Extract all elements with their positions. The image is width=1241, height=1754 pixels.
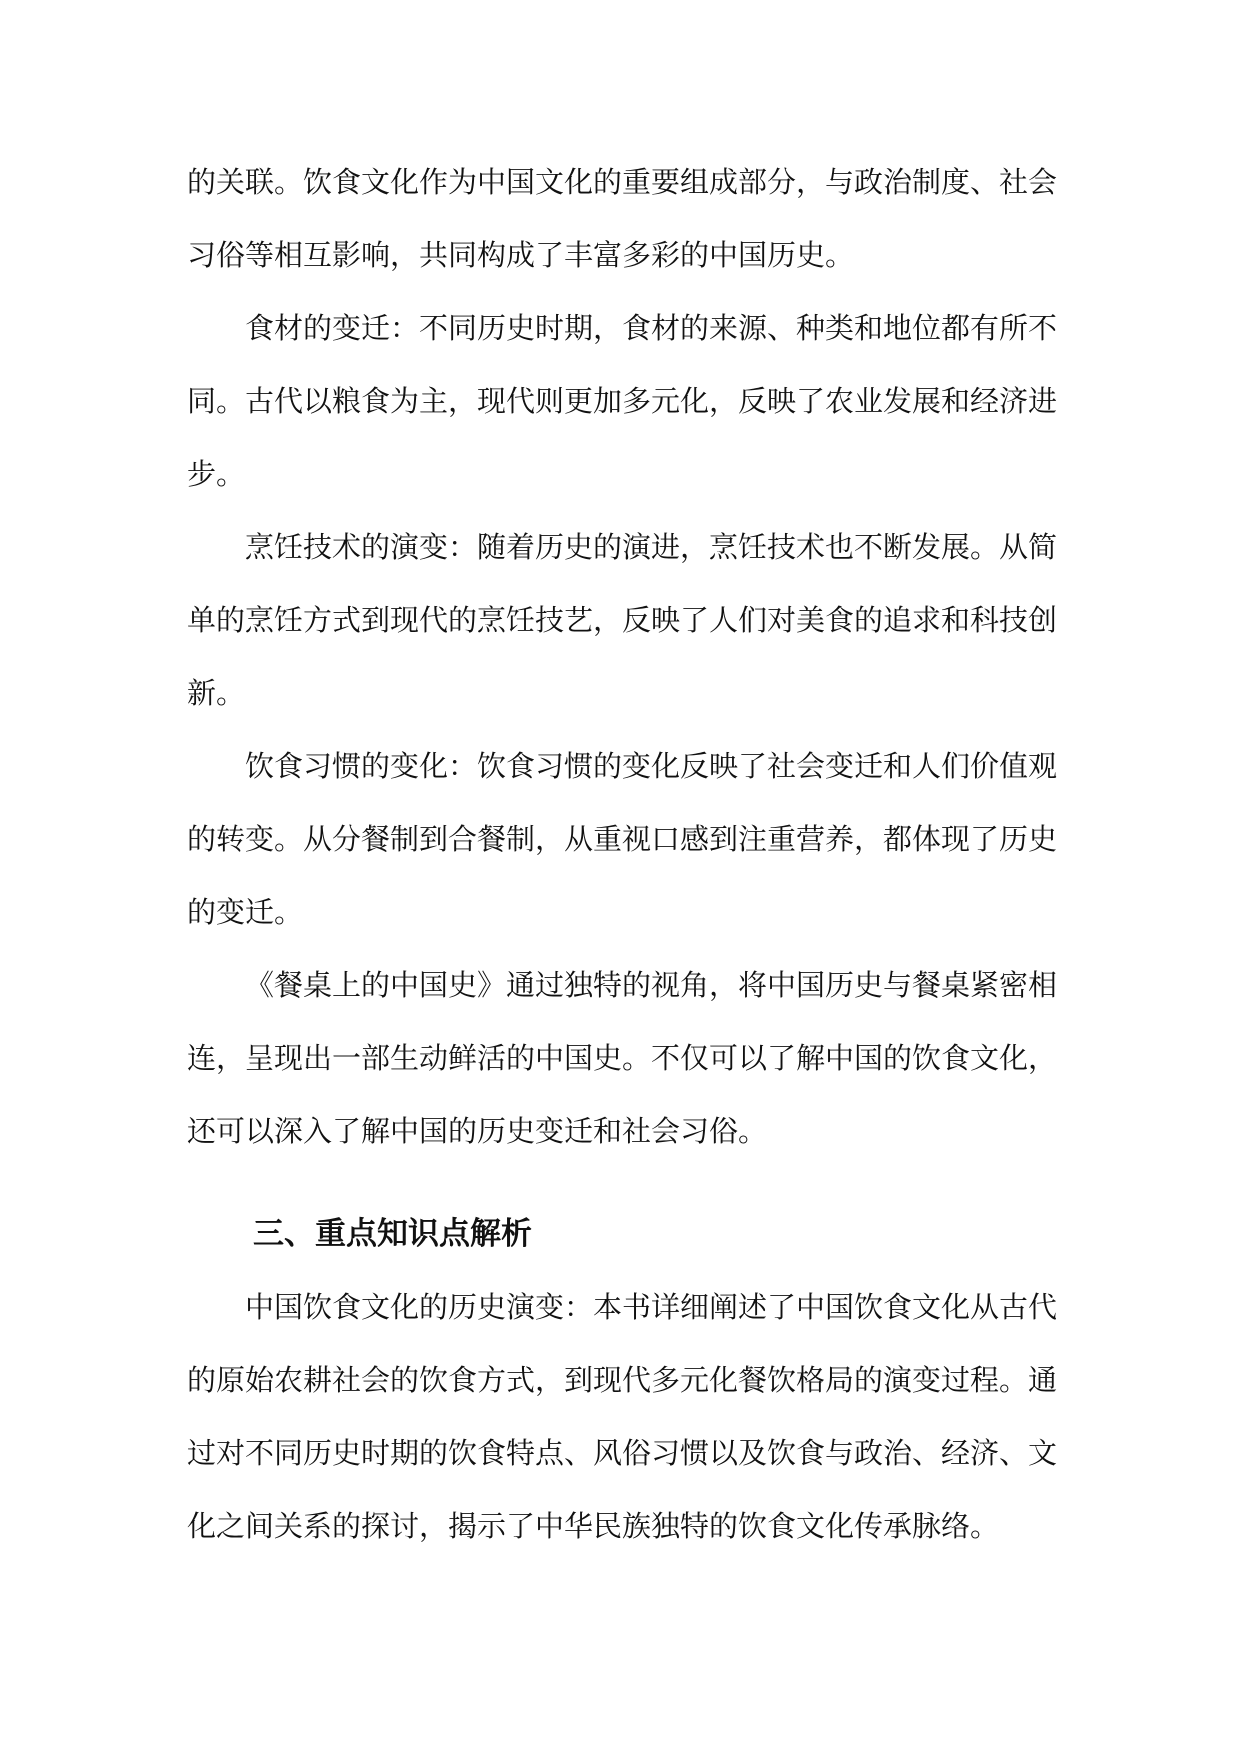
paragraph-habits-line-2: 的转变。从分餐制到合餐制，从重视口感到注重营养，都体现了历史 [187,822,1058,856]
paragraph-history-evolution-line-4: 化之间关系的探讨，揭示了中华民族独特的饮食文化传承脉络。 [187,1509,1000,1543]
paragraph-habits-line-3: 的变迁。 [187,895,304,929]
paragraph-cooking-line-1: 烹饪技术的演变：随着历史的演进，烹饪技术也不断发展。从简 [245,530,1058,564]
section-heading: 三、重点知识点解析 [253,1216,532,1252]
paragraph-history-evolution-line-1: 中国饮食文化的历史演变：本书详细阐述了中国饮食文化从古代 [245,1290,1058,1324]
paragraph-1 [187,146,1057,292]
paragraph-habits-line-1: 饮食习惯的变化：饮食习惯的变化反映了社会变迁和人们价值观 [245,749,1058,783]
paragraph-habits [187,730,1057,949]
paragraph-summary [187,949,1057,1168]
document-body [187,146,1057,1563]
paragraph-ingredients [187,292,1057,511]
paragraph-ingredients-line-3: 步。 [187,457,246,491]
paragraph-summary-line-1: 《餐桌上的中国史》通过独特的视角，将中国历史与餐桌紧密相 [245,968,1058,1002]
paragraph-summary-line-2: 连，呈现出一部生动鲜活的中国史。不仅可以了解中国的饮食文化， [187,1041,1058,1075]
paragraph-cooking [187,511,1057,730]
paragraph-ingredients-line-1: 食材的变迁：不同历史时期，食材的来源、种类和地位都有所不 [245,311,1058,345]
paragraph-history-evolution-line-2: 的原始农耕社会的饮食方式，到现代多元化餐饮格局的演变过程。通 [187,1363,1058,1397]
paragraph-cooking-line-3: 新。 [187,676,246,710]
paragraph-summary-line-3: 还可以深入了解中国的历史变迁和社会习俗。 [187,1114,768,1148]
paragraph-ingredients-line-2: 同。古代以粮食为主，现代则更加多元化，反映了农业发展和经济进 [187,384,1058,418]
heading-spacer [187,1168,1057,1198]
paragraph-1-line-2: 习俗等相互影响，共同构成了丰富多彩的中国历史。 [187,238,855,272]
paragraph-1-line-1: 的关联。饮食文化作为中国文化的重要组成部分，与政治制度、社会 [187,165,1058,199]
paragraph-cooking-line-2: 单的烹饪方式到现代的烹饪技艺，反映了人们对美食的追求和科技创 [187,603,1058,637]
paragraph-history-evolution [187,1271,1057,1563]
paragraph-history-evolution-line-3: 过对不同历史时期的饮食特点、风俗习惯以及饮食与政治、经济、文 [187,1436,1058,1470]
